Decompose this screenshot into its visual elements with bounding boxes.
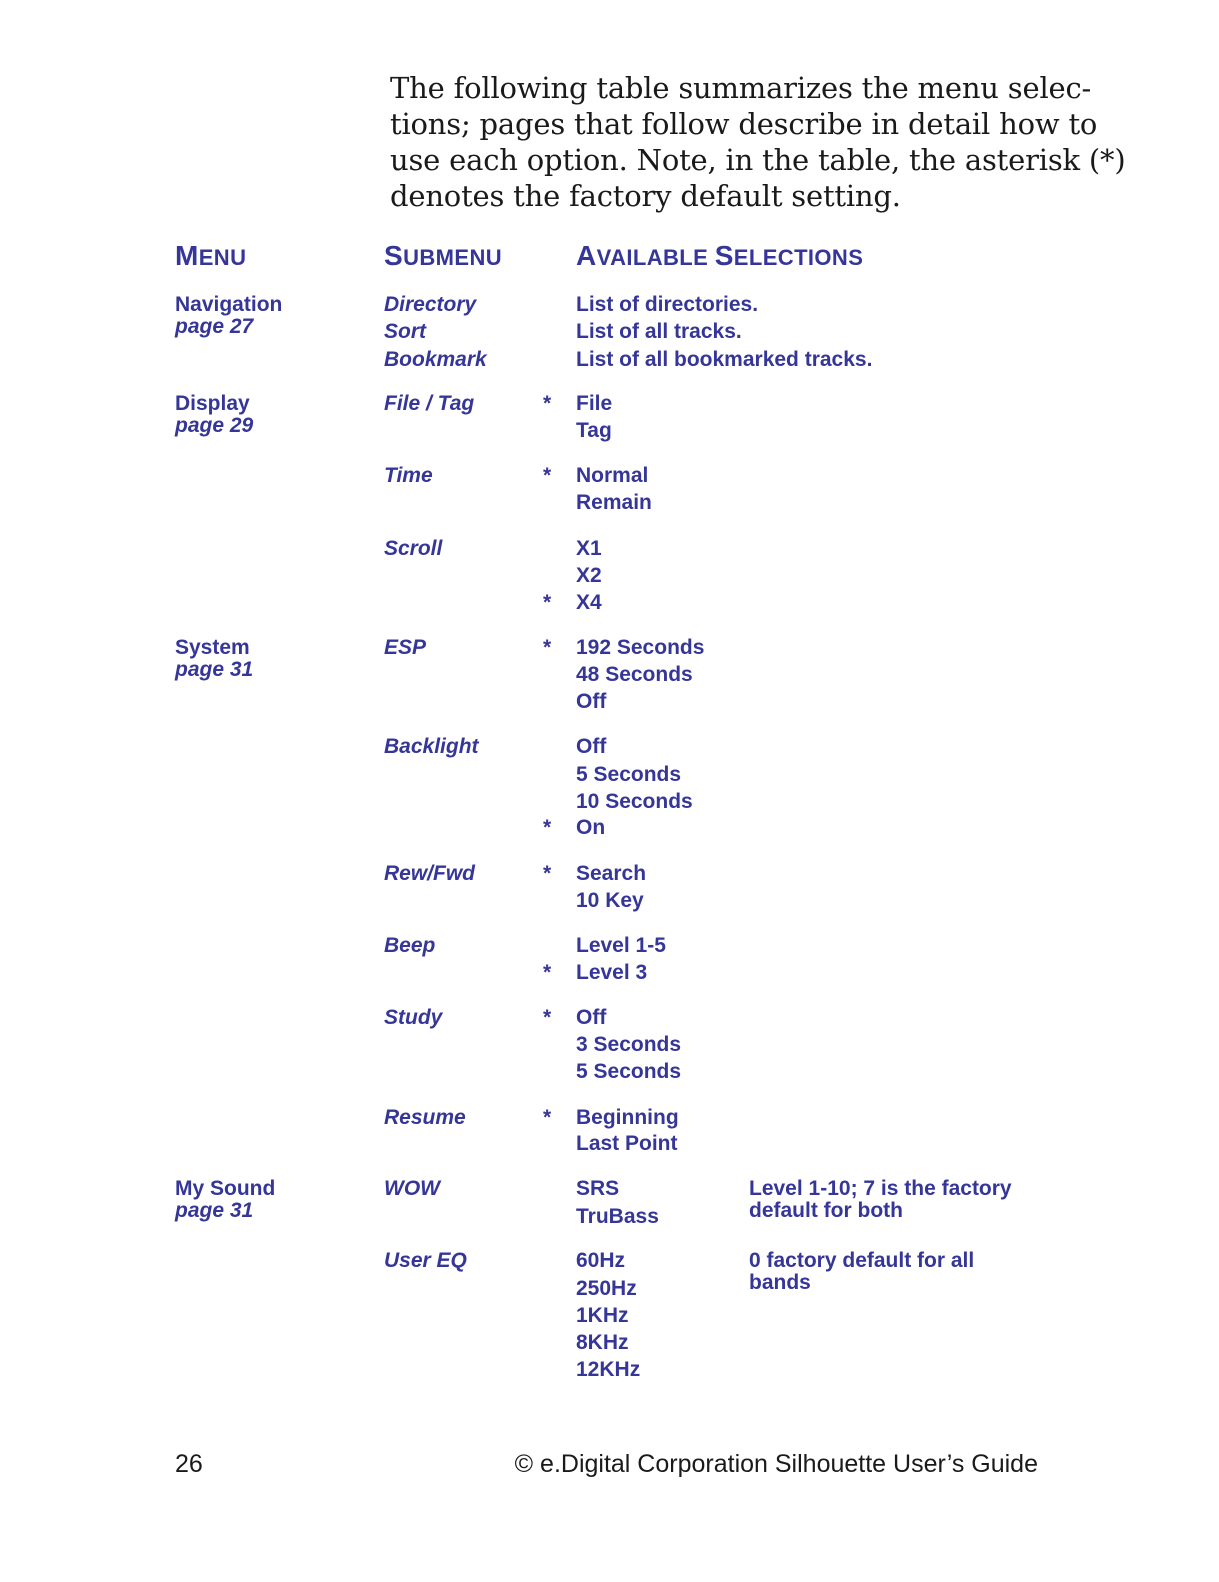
selection: List of directories. xyxy=(576,293,759,316)
submenu-rew-fwd: Rew/Fwd xyxy=(384,862,476,885)
intro-paragraph xyxy=(390,70,1126,214)
default-marker: * xyxy=(543,1106,552,1129)
default-marker: * xyxy=(543,392,552,415)
header-menu: MENU xyxy=(175,240,247,271)
default-marker: * xyxy=(543,636,552,659)
selection: Last Point xyxy=(576,1132,678,1155)
submenu-scroll: Scroll xyxy=(384,537,443,560)
selection: Off xyxy=(576,1006,607,1029)
selection: 10 Seconds xyxy=(576,790,693,813)
selection: X1 xyxy=(576,537,602,560)
selection: Level 1-5 xyxy=(576,934,666,957)
selection: 8KHz xyxy=(576,1331,629,1354)
selection: 60Hz xyxy=(576,1249,626,1272)
submenu-resume: Resume xyxy=(384,1106,466,1129)
selection: X4 xyxy=(576,591,602,614)
selection: 12KHz xyxy=(576,1358,641,1381)
submenu-backlight: Backlight xyxy=(384,735,479,758)
default-marker: * xyxy=(543,1006,552,1029)
default-marker: * xyxy=(543,862,552,885)
selection: Off xyxy=(576,735,607,758)
default-marker: * xyxy=(543,961,552,984)
default-marker: * xyxy=(543,464,552,487)
header-available-selections: AVAILABLE SELECTIONS xyxy=(576,240,864,271)
selection: Remain xyxy=(576,491,652,514)
submenu-beep: Beep xyxy=(384,934,436,957)
submenu-user-eq: User EQ xyxy=(384,1249,467,1272)
selection: 192 Seconds xyxy=(576,636,705,659)
default-marker: * xyxy=(543,591,552,614)
submenu-esp: ESP xyxy=(384,636,427,659)
selection: Normal xyxy=(576,464,649,487)
submenu-study: Study xyxy=(384,1006,443,1029)
intro-line: use each option. Note, in the table, the asterisk (*) xyxy=(390,143,1126,177)
intro-line: denotes the factory default setting. xyxy=(390,179,901,213)
selection: SRS xyxy=(576,1177,620,1200)
selection: Tag xyxy=(576,419,612,442)
selection: 5 Seconds xyxy=(576,1060,682,1083)
selection: On xyxy=(576,816,606,839)
header-submenu: SUBMENU xyxy=(384,240,503,271)
submenu-directory: Directory xyxy=(384,293,477,316)
intro-line: The following table summarizes the menu selec- xyxy=(390,71,1092,105)
user-eq-note: 0 factory default for all bands xyxy=(749,1249,975,1294)
submenu-wow: WOW xyxy=(384,1177,440,1200)
submenu-sort: Sort xyxy=(384,320,426,343)
wow-note: Level 1-10; 7 is the factory default for both xyxy=(749,1177,1012,1222)
submenu-time: Time xyxy=(384,464,433,487)
selection: TruBass xyxy=(576,1205,659,1228)
selection: Beginning xyxy=(576,1106,679,1129)
selection: List of all tracks. xyxy=(576,320,742,343)
default-marker: * xyxy=(543,816,552,839)
menu-system: System page 31 xyxy=(175,636,254,681)
selection: Off xyxy=(576,690,607,713)
page-number: 26 xyxy=(175,1450,203,1478)
menu-my-sound: My Sound page 31 xyxy=(175,1177,276,1222)
selection: 1KHz xyxy=(576,1304,629,1327)
submenu-bookmark: Bookmark xyxy=(384,348,487,371)
menu-display: Display page 29 xyxy=(175,392,254,437)
selection: Level 3 xyxy=(576,961,648,984)
selection: 48 Seconds xyxy=(576,663,693,686)
selection: 5 Seconds xyxy=(576,763,682,786)
footer-title: © e.Digital Corporation Silhouette User’s Guide xyxy=(514,1450,1038,1478)
selection: 3 Seconds xyxy=(576,1033,682,1056)
selection: 250Hz xyxy=(576,1277,637,1300)
selection: X2 xyxy=(576,564,602,587)
selection: Search xyxy=(576,862,647,885)
submenu-file-tag: File / Tag xyxy=(384,392,475,415)
menu-navigation: Navigation page 27 xyxy=(175,293,283,338)
intro-line: tions; pages that follow describe in detail how to xyxy=(390,107,1098,141)
selection: List of all bookmarked tracks. xyxy=(576,348,873,371)
selection: 10 Key xyxy=(576,889,644,912)
selection: File xyxy=(576,392,613,415)
